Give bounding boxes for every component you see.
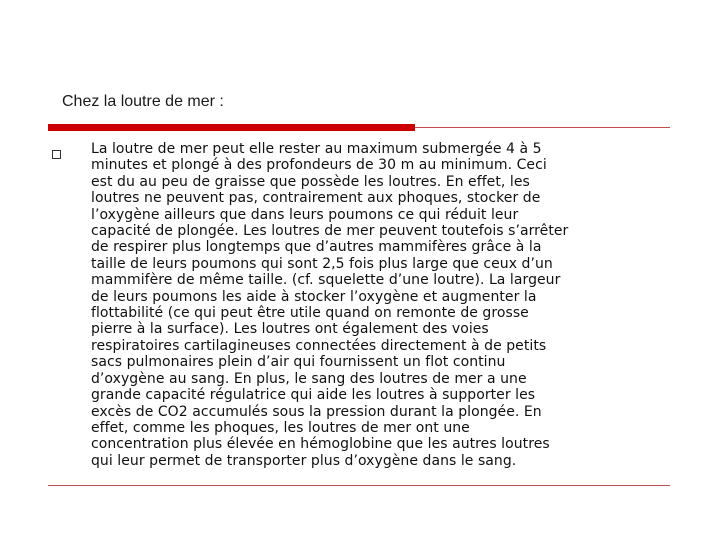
body-paragraph: La loutre de mer peut elle rester au maximum submergée 4 à 5 minutes et plongé à des profondeurs de 30 m au minimum. Ceci est du au peu de graisse que possède les loutres. En effet, les loutres ne peuvent pas, contrairement aux phoques, stocker de l’oxygène ailleurs que dans leurs poumons ce qui réduit leur capacité de plongée. Les loutres de mer peuvent toutefois s’arrêter de respirer plus longtemps que d’autres mammifères grâce à la taille de leurs poumons qui sont 2,5 fois plus large que ceux d’un mammifère de même taille. (cf. squelette d’une loutre). La largeur de leurs poumons les aide à stocker l’oxygène et augmenter la flottabilité (ce qui peut être utile quand on remonte de grosse pierre à la surface). Les loutres ont également des voies respiratoires cartilagineuses connectées directement à de petits sacs pulmonaires plein d’air qui fournissent un flot continu d’oxygène au sang. En plus, le sang des loutres de mer a une grande capacité régulatrice qui aide les loutres à supporter les excès de CO2 accumulés sous la pression durant la plongée. En effet, comme les phoques, les loutres de mer ont une concentration plus élevée en hémoglobine que les autres loutres qui leur permet de transporter plus d’oxygène dans le sang. [91,141,569,469]
hollow-square-bullet-icon [52,150,61,159]
title-accent-bar [48,124,415,131]
footer-divider-line [48,485,670,486]
slide-title: Chez la loutre de mer : [62,93,224,110]
